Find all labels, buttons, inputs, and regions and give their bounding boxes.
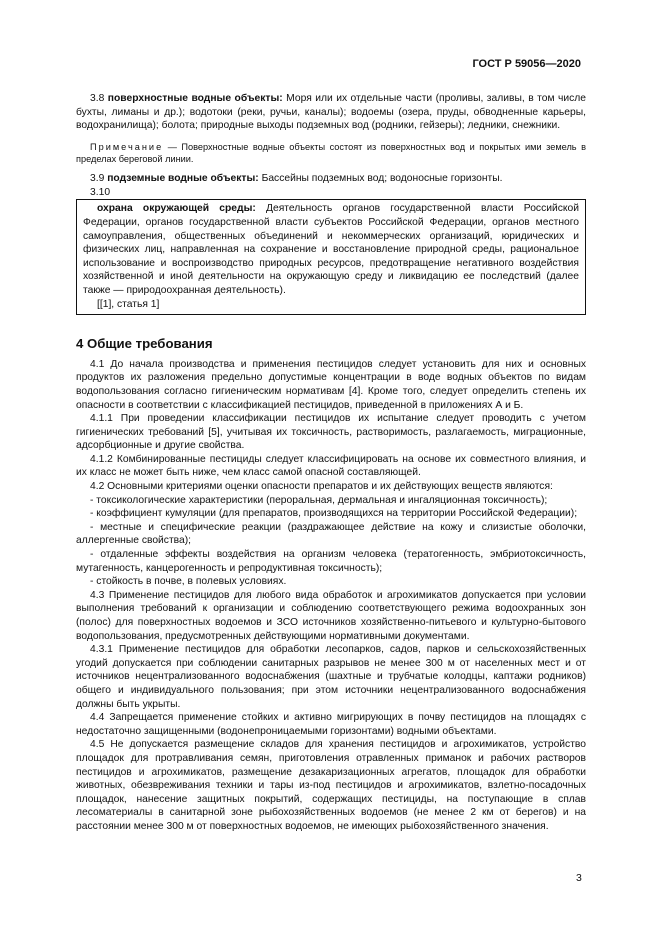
criterion-item: - местные и специфические реакции (раздражающее действие на кожу и слизистые оболочки, аллергенные свойства); bbox=[76, 521, 586, 547]
term-name: поверхностные водные объекты: bbox=[107, 93, 283, 104]
term-3-10 bbox=[83, 202, 579, 297]
clause-4-3: 4.3 Применение пестицидов для любого вида обработок и агрохимикатов допускается при условии выполнения требований к организации и соблюдению соответствующего режима водоохранных зон (полос) для поверхностных водоемов и ЗСО источников хозяйственно-питьевого и культурно-бытового водопользования, предусмотренных действующими нормативными документами. bbox=[76, 589, 586, 642]
term-3-10-box bbox=[76, 199, 586, 315]
term-3-10-number: 3.10 bbox=[90, 186, 111, 198]
term-number: 3.8 bbox=[90, 93, 105, 104]
term-3-8 bbox=[76, 92, 586, 133]
clause-4-2: 4.2 Основными критериями оценки опасности препаратов и их действующих веществ являются: bbox=[90, 481, 553, 493]
criterion-item: - коэффициент кумуляции (для препаратов, производящихся на территории Российской Федерации); bbox=[90, 508, 578, 520]
criterion-item: - стойкость в почве, в полевых условиях. bbox=[90, 576, 287, 588]
clause-4-1-1: 4.1.1 При проведении классификации пестицидов их испытание следует проводить с учетом гигиенических требований [5], учитывая их токсичность, растворимость, разлагаемость, миграционные, адсорбционные и другие свойства. bbox=[76, 413, 586, 452]
page-content bbox=[76, 92, 586, 834]
clause-4-4: 4.4 Запрещается применение стойких и активно мигрирующих в почву пестицидов на площадях с недостаточно защищенными (водонепроницаемыми горизонтами) водными объектами. bbox=[76, 712, 586, 737]
term-source: [[1], статья 1] bbox=[97, 298, 160, 310]
standard-designation: ГОСТ Р 59056—2020 bbox=[472, 58, 581, 70]
clause-4-1-2: 4.1.2 Комбинированные пестициды следует классифицировать на основе их совместного влияния, и их класс не может быть ниже, чем класс самой опасной составляющей. bbox=[76, 453, 586, 479]
section-heading: 4 Общие требования bbox=[76, 336, 213, 352]
page-number: 3 bbox=[576, 872, 582, 884]
criterion-item: - отдаленные эффекты воздействия на организм человека (тератогенность, эмбриотоксичность, мутагенность, канцерогенность и репродуктивная токсичность); bbox=[76, 549, 586, 574]
term-definition: Бассейны подземных вод; водоносные горизонты. bbox=[261, 173, 503, 185]
clause-4-5: 4.5 Не допускается размещение складов для хранения пестицидов и агрохимикатов, устройство площадок для протравливания семян, приготовления отравленных приманок и рабочих растворов пестицидов и агрохимикатов, размещение дезакаризационных агрегатов, площадок для обработки животных, обезвреживания техники и тары из-под пестицидов и агрохимикатов, взлетно-посадочных площадок, нанесение защитных покрытий, содержащих пестициды, на поступающие в сплав лесоматериалы в санитарной зоне рыбохозяйственных водоемов (не менее 2 км от берегов) и на расстоянии менее 300 м от поверхностных водоемов, не имеющих рыбохозяйственного значения. bbox=[76, 739, 586, 832]
term-name: охрана окружающей среды: bbox=[97, 203, 256, 215]
note-text: — Поверхностные водные объекты состоят из поверхностных вод и покрытых ими земель в пределах береговой линии. bbox=[76, 141, 586, 164]
term-name: подземные водные объекты: bbox=[107, 173, 259, 185]
clause-4-3-1: 4.3.1 Применение пестицидов для обработки лесопарков, садов, парков и сельскохозяйственных угодий допускается при соблюдении санитарных разрывов не менее 300 м от населенных мест и от источников нецентрализованного водоснабжения (шахтные и трубчатые колодцы, каптажи родников) общего и индивидуального пользования; при этом источники нецентрализованного водоснабжения должны быть укрыты. bbox=[76, 644, 586, 710]
note-3-8 bbox=[76, 141, 586, 165]
term-number: 3.9 bbox=[90, 173, 105, 185]
term-definition: Моря или их отдельные части (проливы, заливы, в том числе бухты, лиманы и др.); водотоки (реки, ручьи, каналы); водоемы (озера, пруды, обводненные карьеры, водохранилища); болота; природные выходы подземных вод (родники, гейзеры); ледники, снежники. bbox=[76, 93, 586, 132]
note-label: Примечание bbox=[90, 141, 164, 152]
clause-4-1: 4.1 До начала производства и применения пестицидов следует установить для них и основных продуктов их разложения предельно допустимые концентрации в воде водных объектов по видам водопользования согласно гигиеническим нормативам [4]. Кроме того, следует определить степень их опасности в соответствии с классификацией пестицидов, приведенной в приложениях А и Б. bbox=[76, 358, 586, 411]
criterion-item: - токсикологические характеристики (пероральная, дермальная и ингаляционная токсичность); bbox=[90, 494, 548, 506]
term-definition: Деятельность органов государственной власти Российской Федерации, органов государственной власти субъектов Российской Федерации, органов местного самоуправления, общественных объединений и некоммерческих организаций, юридических и физических лиц, направленная на сохранение и восстановление природной среды, рациональное использование и воспроизводство природных ресурсов, предотвращение негативного воздействия хозяйственной и иной деятельности на окружающую среду и ликвидацию ее последствий (далее также — природоохранная деятельность). bbox=[83, 203, 579, 296]
term-3-9 bbox=[76, 172, 586, 186]
